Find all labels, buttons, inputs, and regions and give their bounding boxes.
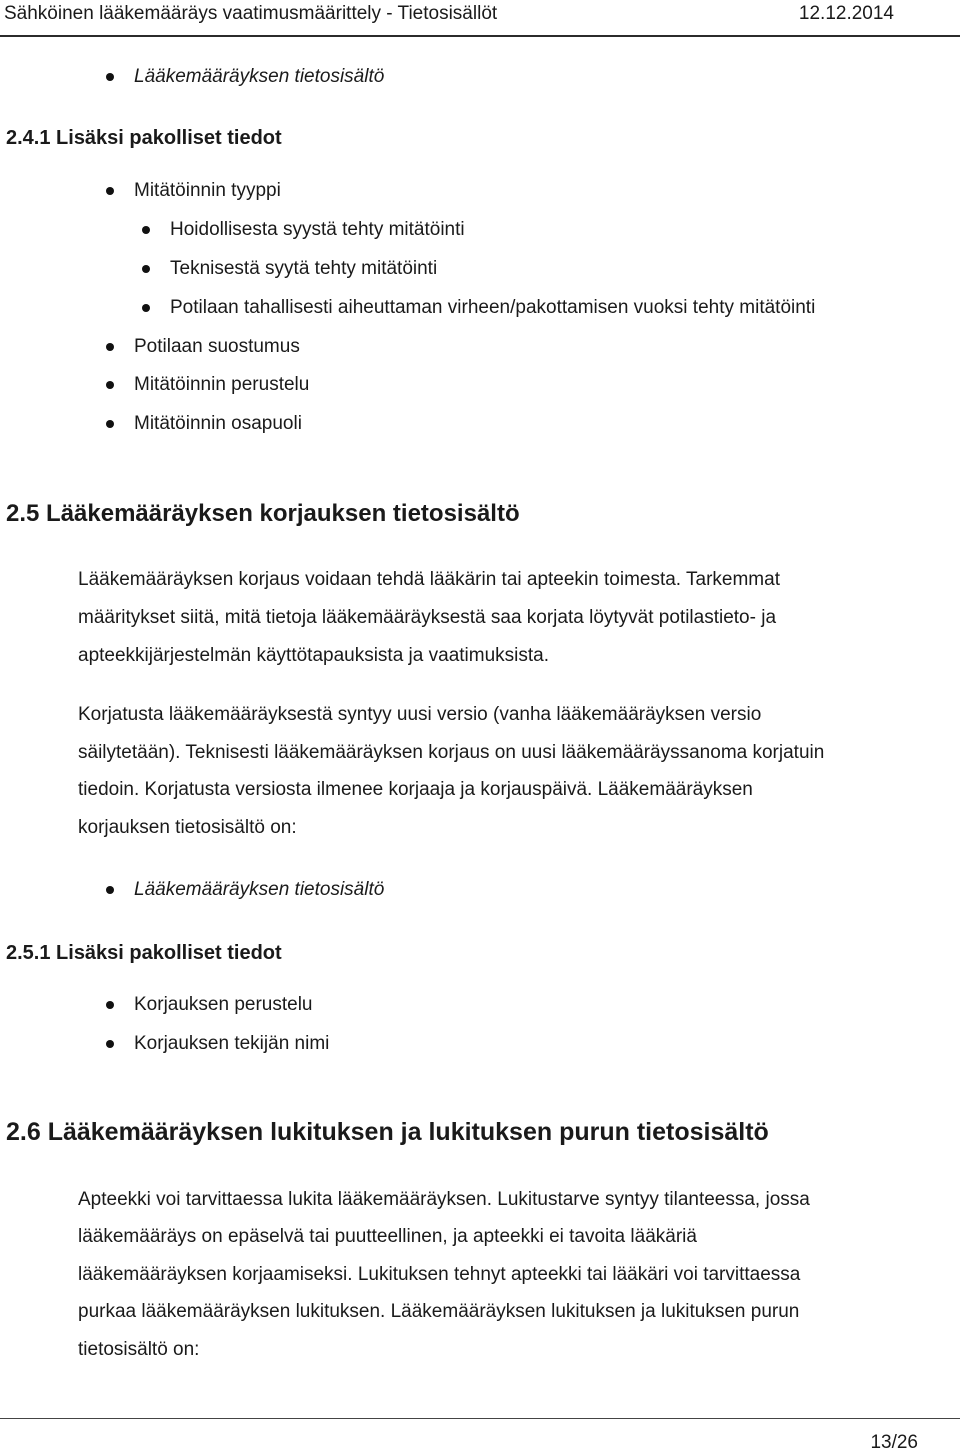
list-item-cancellation-reason: Mitätöinnin perustelu bbox=[134, 374, 310, 395]
paragraph-line: Apteekki voi tarvittaessa lukita lääkemääräyksen. Lukitustarve syntyy tilanteessa, jossa bbox=[78, 1189, 810, 1210]
list-item-correction-reason: Korjauksen perustelu bbox=[134, 994, 313, 1015]
list-item-corrector-name: Korjauksen tekijän nimi bbox=[134, 1033, 330, 1054]
list-item-prescription-content: Lääkemääräyksen tietosisältö bbox=[134, 66, 385, 87]
paragraph-line: apteekkijärjestelmän käyttötapauksista ja vaatimuksista. bbox=[78, 645, 550, 666]
paragraph-line: lääkemääräys on epäselvä tai puutteellinen, ja apteekki ei tavoita lääkäriä bbox=[78, 1226, 697, 1247]
bullet-icon bbox=[142, 226, 150, 234]
paragraph-line: säilytetään). Teknisesti lääkemääräyksen korjaus on uusi lääkemääräyssanoma korjatuin bbox=[78, 742, 825, 763]
bullet-icon bbox=[106, 420, 114, 428]
bullet-icon bbox=[106, 381, 114, 389]
list-item-patient-consent: Potilaan suostumus bbox=[134, 336, 300, 357]
bullet-icon bbox=[106, 187, 114, 195]
bullet-icon bbox=[106, 1001, 114, 1009]
heading-2-5: 2.5 Lääkemääräyksen korjauksen tietosisältö bbox=[6, 500, 520, 527]
list-item-cancellation-type: Mitätöinnin tyyppi bbox=[134, 180, 281, 201]
paragraph-line: korjauksen tietosisältö on: bbox=[78, 817, 297, 838]
paragraph-line: määritykset siitä, mitä tietoja lääkemääräyksestä saa korjata löytyvät potilastieto- ja bbox=[78, 607, 777, 628]
list-item-cancellation-option: Hoidollisesta syystä tehty mitätöinti bbox=[170, 219, 465, 240]
paragraph-line: tietosisältö on: bbox=[78, 1339, 200, 1360]
document-title: Sähköinen lääkemääräys vaatimusmäärittely - Tietosisällöt bbox=[4, 3, 498, 24]
paragraph-line: tiedoin. Korjatusta versiosta ilmenee korjaaja ja korjauspäivä. Lääkemääräyksen bbox=[78, 779, 753, 800]
paragraph-line: lääkemääräyksen korjaamiseksi. Lukituksen tehnyt apteekki tai lääkäri voi tarvittaessa bbox=[78, 1264, 801, 1285]
footer-divider bbox=[0, 1418, 960, 1419]
paragraph-line: Korjatusta lääkemääräyksestä syntyy uusi versio (vanha lääkemääräyksen versio bbox=[78, 704, 762, 725]
list-item-cancellation-option: Potilaan tahallisesti aiheuttaman virheen/pakottamisen vuoksi tehty mitätöinti bbox=[170, 297, 816, 318]
list-item-cancellation-option: Teknisestä syytä tehty mitätöinti bbox=[170, 258, 438, 279]
bullet-icon bbox=[106, 886, 114, 894]
bullet-icon bbox=[106, 1040, 114, 1048]
paragraph-line: purkaa lääkemääräyksen lukituksen. Lääkemääräyksen lukituksen ja lukituksen purun bbox=[78, 1301, 800, 1322]
heading-2-4-1: 2.4.1 Lisäksi pakolliset tiedot bbox=[6, 127, 282, 149]
bullet-icon bbox=[142, 304, 150, 312]
document-date: 12.12.2014 bbox=[798, 3, 894, 24]
heading-2-5-1: 2.5.1 Lisäksi pakolliset tiedot bbox=[6, 942, 282, 964]
heading-2-6: 2.6 Lääkemääräyksen lukituksen ja lukituksen purun tietosisältö bbox=[6, 1118, 769, 1146]
paragraph-line: Lääkemääräyksen korjaus voidaan tehdä lääkärin tai apteekin toimesta. Tarkemmat bbox=[78, 569, 780, 590]
bullet-icon bbox=[106, 73, 114, 81]
bullet-icon bbox=[142, 265, 150, 273]
bullet-icon bbox=[106, 343, 114, 351]
page-number: 13/26 bbox=[870, 1432, 918, 1453]
list-item-cancellation-party: Mitätöinnin osapuoli bbox=[134, 413, 302, 434]
page-header bbox=[0, 0, 960, 37]
list-item-prescription-content: Lääkemääräyksen tietosisältö bbox=[134, 879, 385, 900]
